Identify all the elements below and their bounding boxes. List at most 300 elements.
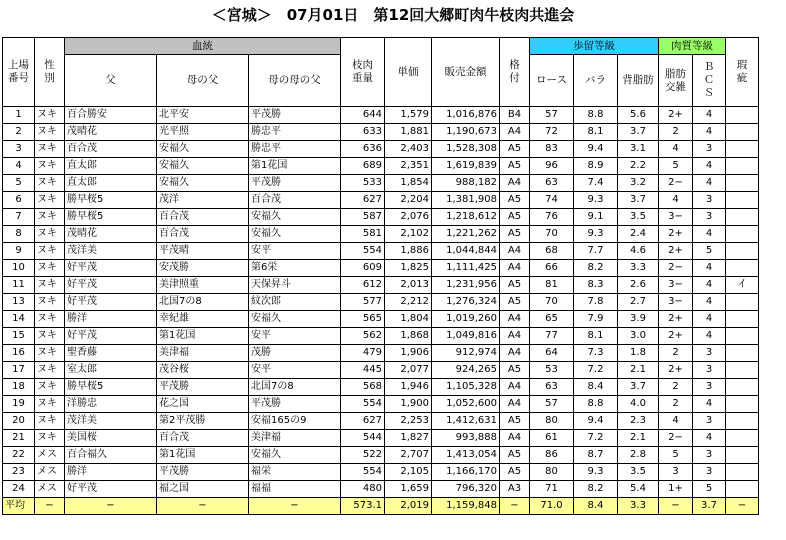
cell-sex: ヌキ bbox=[35, 107, 65, 124]
cell-sex: ヌキ bbox=[35, 345, 65, 362]
cell-sex: ヌキ bbox=[35, 192, 65, 209]
cell-marbling: 2+ bbox=[659, 311, 693, 328]
header-dam-dam-sire: 母の母の父 bbox=[249, 55, 341, 107]
cell-rib: 8.4 bbox=[574, 379, 618, 396]
header-marbling: 脂肪 交雑 bbox=[659, 55, 693, 107]
cell-sire: 百合福久 bbox=[65, 447, 157, 464]
cell-weight: 627 bbox=[341, 413, 385, 430]
cell-dam-dam-sire: 第6栄 bbox=[249, 260, 341, 277]
cell-weight: 522 bbox=[341, 447, 385, 464]
cell-grade: A4 bbox=[500, 243, 530, 260]
cell-loin: 68 bbox=[530, 243, 574, 260]
cell-weight: 554 bbox=[341, 396, 385, 413]
cell-dam-sire: 美津照重 bbox=[157, 277, 249, 294]
cell-lot: 14 bbox=[3, 311, 35, 328]
cell-bcs: 4 bbox=[693, 328, 726, 345]
cell-fat: 4.0 bbox=[618, 396, 659, 413]
cell-loin: 96 bbox=[530, 158, 574, 175]
cell-sex: ヌキ bbox=[35, 294, 65, 311]
cell-bcs: 5 bbox=[693, 243, 726, 260]
cell-marbling: 2+ bbox=[659, 243, 693, 260]
cell-dam-dam-sire: 安福久 bbox=[249, 311, 341, 328]
cell-bcs: 4 bbox=[693, 294, 726, 311]
cell-lot: 21 bbox=[3, 430, 35, 447]
average-dam-sire: − bbox=[157, 498, 249, 515]
cell-dam-dam-sire: 安福久 bbox=[249, 209, 341, 226]
cell-dam-dam-sire: 安平 bbox=[249, 362, 341, 379]
cell-lot: 24 bbox=[3, 481, 35, 498]
cell-dam-dam-sire: 平茂勝 bbox=[249, 175, 341, 192]
page-title: ＜宮城＞ 07月01日 第12回大郷町肉牛枝肉共進会 bbox=[211, 6, 575, 24]
cell-lot: 23 bbox=[3, 464, 35, 481]
cell-bcs: 4 bbox=[693, 124, 726, 141]
header-loin: ロース bbox=[530, 55, 574, 107]
cell-sire: 勝早桜5 bbox=[65, 379, 157, 396]
cell-marbling: 2 bbox=[659, 379, 693, 396]
cell-dam-dam-sire: 安福165の9 bbox=[249, 413, 341, 430]
cell-loin: 81 bbox=[530, 277, 574, 294]
cell-weight: 479 bbox=[341, 345, 385, 362]
cell-unit-price: 1,946 bbox=[385, 379, 432, 396]
cell-marbling: 2− bbox=[659, 175, 693, 192]
table-row bbox=[3, 362, 759, 379]
cell-sire: 直太郎 bbox=[65, 158, 157, 175]
cell-marbling: 4 bbox=[659, 141, 693, 158]
average-rib: 8.4 bbox=[574, 498, 618, 515]
cell-sire: 好平茂 bbox=[65, 294, 157, 311]
cell-fat: 2.7 bbox=[618, 294, 659, 311]
cell-dam-sire: 第1花国 bbox=[157, 328, 249, 345]
cell-unit-price: 2,204 bbox=[385, 192, 432, 209]
cell-rib: 9.4 bbox=[574, 141, 618, 158]
table-row bbox=[3, 243, 759, 260]
table-row bbox=[3, 124, 759, 141]
cell-defect bbox=[726, 328, 759, 345]
cell-dam-sire: 平茂勝 bbox=[157, 379, 249, 396]
cell-defect bbox=[726, 107, 759, 124]
cell-bcs: 5 bbox=[693, 481, 726, 498]
cell-sales: 796,320 bbox=[432, 481, 500, 498]
cell-sex: ヌキ bbox=[35, 243, 65, 260]
cell-weight: 612 bbox=[341, 277, 385, 294]
cell-defect bbox=[726, 379, 759, 396]
cell-bcs: 3 bbox=[693, 209, 726, 226]
cell-weight: 562 bbox=[341, 328, 385, 345]
cell-weight: 533 bbox=[341, 175, 385, 192]
cell-weight: 627 bbox=[341, 192, 385, 209]
cell-fat: 2.1 bbox=[618, 362, 659, 379]
cell-unit-price: 1,827 bbox=[385, 430, 432, 447]
cell-dam-dam-sire: 紋次郎 bbox=[249, 294, 341, 311]
cell-sex: ヌキ bbox=[35, 413, 65, 430]
cell-sire: 勝洋 bbox=[65, 464, 157, 481]
cell-marbling: 3− bbox=[659, 294, 693, 311]
cell-weight: 480 bbox=[341, 481, 385, 498]
cell-fat: 3.7 bbox=[618, 124, 659, 141]
cell-dam-sire: 安福久 bbox=[157, 175, 249, 192]
cell-sales: 1,221,262 bbox=[432, 226, 500, 243]
cell-sales: 1,218,612 bbox=[432, 209, 500, 226]
table-row bbox=[3, 158, 759, 175]
cell-fat: 4.6 bbox=[618, 243, 659, 260]
cell-defect bbox=[726, 243, 759, 260]
cell-marbling: 2 bbox=[659, 396, 693, 413]
table-row bbox=[3, 345, 759, 362]
cell-dam-dam-sire: 平茂勝 bbox=[249, 396, 341, 413]
cell-marbling: 1+ bbox=[659, 481, 693, 498]
table-row bbox=[3, 311, 759, 328]
cell-lot: 13 bbox=[3, 294, 35, 311]
cell-sire: 茂洋美 bbox=[65, 413, 157, 430]
cell-lot: 2 bbox=[3, 124, 35, 141]
cell-fat: 3.9 bbox=[618, 311, 659, 328]
cell-dam-sire: 美津福 bbox=[157, 345, 249, 362]
cell-fat: 3.7 bbox=[618, 379, 659, 396]
cell-weight: 568 bbox=[341, 379, 385, 396]
cell-sales: 1,190,673 bbox=[432, 124, 500, 141]
cell-sex: ヌキ bbox=[35, 328, 65, 345]
cell-dam-dam-sire: 天保昇斗 bbox=[249, 277, 341, 294]
cell-lot: 15 bbox=[3, 328, 35, 345]
cell-fat: 3.2 bbox=[618, 175, 659, 192]
cell-bcs: 3 bbox=[693, 192, 726, 209]
cell-lot: 1 bbox=[3, 107, 35, 124]
cell-unit-price: 1,854 bbox=[385, 175, 432, 192]
cell-loin: 77 bbox=[530, 328, 574, 345]
cell-sire: 百合勝安 bbox=[65, 107, 157, 124]
cell-sire: 洋勝忠 bbox=[65, 396, 157, 413]
cell-defect bbox=[726, 192, 759, 209]
cell-rib: 7.8 bbox=[574, 294, 618, 311]
header-sex: 性 別 bbox=[35, 38, 65, 107]
cell-grade: A4 bbox=[500, 430, 530, 447]
cell-weight: 644 bbox=[341, 107, 385, 124]
cell-sales: 1,276,324 bbox=[432, 294, 500, 311]
cell-lot: 3 bbox=[3, 141, 35, 158]
cell-rib: 8.2 bbox=[574, 260, 618, 277]
cell-unit-price: 2,102 bbox=[385, 226, 432, 243]
cell-dam-dam-sire: 平茂勝 bbox=[249, 107, 341, 124]
cell-dam-sire: 茂谷桜 bbox=[157, 362, 249, 379]
cell-bcs: 4 bbox=[693, 226, 726, 243]
cell-weight: 565 bbox=[341, 311, 385, 328]
cell-bcs: 3 bbox=[693, 447, 726, 464]
cell-sex: ヌキ bbox=[35, 379, 65, 396]
cell-sales: 1,105,328 bbox=[432, 379, 500, 396]
cell-dam-dam-sire: 北国7の8 bbox=[249, 379, 341, 396]
cell-sire: 好平茂 bbox=[65, 260, 157, 277]
cell-grade: A5 bbox=[500, 158, 530, 175]
cell-rib: 8.8 bbox=[574, 107, 618, 124]
cell-grade: A5 bbox=[500, 192, 530, 209]
cell-sales: 1,619,839 bbox=[432, 158, 500, 175]
cell-weight: 544 bbox=[341, 430, 385, 447]
cell-sex: ヌキ bbox=[35, 158, 65, 175]
cell-fat: 2.1 bbox=[618, 430, 659, 447]
cell-grade: A4 bbox=[500, 311, 530, 328]
cell-rib: 7.9 bbox=[574, 311, 618, 328]
cell-sales: 924,265 bbox=[432, 362, 500, 379]
cell-loin: 70 bbox=[530, 294, 574, 311]
cell-loin: 66 bbox=[530, 260, 574, 277]
cell-dam-sire: 安福久 bbox=[157, 158, 249, 175]
cell-grade: A5 bbox=[500, 413, 530, 430]
cell-bcs: 4 bbox=[693, 260, 726, 277]
cell-dam-sire: 第1花国 bbox=[157, 447, 249, 464]
table-row bbox=[3, 481, 759, 498]
table-row bbox=[3, 209, 759, 226]
cell-unit-price: 2,076 bbox=[385, 209, 432, 226]
cell-rib: 7.3 bbox=[574, 345, 618, 362]
cell-dam-sire: 花之国 bbox=[157, 396, 249, 413]
header-lineage: 血統 bbox=[65, 38, 341, 55]
cell-dam-dam-sire: 茂勝 bbox=[249, 345, 341, 362]
cell-loin: 80 bbox=[530, 413, 574, 430]
cell-sex: メス bbox=[35, 464, 65, 481]
cell-marbling: 3− bbox=[659, 209, 693, 226]
cell-sire: 室太郎 bbox=[65, 362, 157, 379]
cell-grade: A5 bbox=[500, 294, 530, 311]
cell-rib: 9.1 bbox=[574, 209, 618, 226]
cell-rib: 8.1 bbox=[574, 328, 618, 345]
cell-dam-sire: 平茂晴 bbox=[157, 243, 249, 260]
cell-dam-sire: 幸紀雄 bbox=[157, 311, 249, 328]
cell-rib: 7.2 bbox=[574, 430, 618, 447]
cell-lot: 4 bbox=[3, 158, 35, 175]
cell-fat: 3.5 bbox=[618, 464, 659, 481]
cell-defect bbox=[726, 175, 759, 192]
cell-grade: A5 bbox=[500, 464, 530, 481]
cell-rib: 7.4 bbox=[574, 175, 618, 192]
cell-defect bbox=[726, 362, 759, 379]
cell-sex: ヌキ bbox=[35, 311, 65, 328]
cell-fat: 1.8 bbox=[618, 345, 659, 362]
table-row bbox=[3, 464, 759, 481]
cell-dam-dam-sire: 福栄 bbox=[249, 464, 341, 481]
header-quality-grade: 肉質等級 bbox=[659, 38, 726, 55]
cell-unit-price: 1,886 bbox=[385, 243, 432, 260]
cell-unit-price: 2,253 bbox=[385, 413, 432, 430]
header-yield-grade: 歩留等級 bbox=[530, 38, 659, 55]
cell-marbling: 2+ bbox=[659, 362, 693, 379]
cell-grade: A5 bbox=[500, 362, 530, 379]
cell-sex: ヌキ bbox=[35, 396, 65, 413]
cell-sales: 1,381,908 bbox=[432, 192, 500, 209]
cell-bcs: 3 bbox=[693, 379, 726, 396]
cell-lot: 16 bbox=[3, 345, 35, 362]
table-row bbox=[3, 396, 759, 413]
cell-lot: 20 bbox=[3, 413, 35, 430]
cell-weight: 689 bbox=[341, 158, 385, 175]
cell-defect: イ bbox=[726, 277, 759, 294]
cell-loin: 74 bbox=[530, 192, 574, 209]
table-row bbox=[3, 379, 759, 396]
table-row bbox=[3, 260, 759, 277]
cell-dam-sire: 百合茂 bbox=[157, 209, 249, 226]
cell-sex: ヌキ bbox=[35, 175, 65, 192]
cell-grade: A5 bbox=[500, 209, 530, 226]
table-row bbox=[3, 413, 759, 430]
cell-loin: 57 bbox=[530, 107, 574, 124]
header-dam-sire: 母の父 bbox=[157, 55, 249, 107]
cell-defect bbox=[726, 226, 759, 243]
cell-dam-sire: 北国7の8 bbox=[157, 294, 249, 311]
average-unit-price: 2,019 bbox=[385, 498, 432, 515]
cell-unit-price: 1,804 bbox=[385, 311, 432, 328]
table-row bbox=[3, 175, 759, 192]
cell-lot: 19 bbox=[3, 396, 35, 413]
cell-bcs: 3 bbox=[693, 464, 726, 481]
header-lot: 上場 番号 bbox=[3, 38, 35, 107]
cell-unit-price: 1,906 bbox=[385, 345, 432, 362]
cell-rib: 8.8 bbox=[574, 396, 618, 413]
cell-defect bbox=[726, 413, 759, 430]
cell-sales: 1,044,844 bbox=[432, 243, 500, 260]
average-weight: 573.1 bbox=[341, 498, 385, 515]
cell-sales: 1,413,054 bbox=[432, 447, 500, 464]
cell-fat: 3.7 bbox=[618, 192, 659, 209]
cell-fat: 3.1 bbox=[618, 141, 659, 158]
table-row bbox=[3, 328, 759, 345]
cell-rib: 9.3 bbox=[574, 192, 618, 209]
cell-sales: 1,019,260 bbox=[432, 311, 500, 328]
cell-sales: 1,166,170 bbox=[432, 464, 500, 481]
header-bcs: Ｂ Ｃ Ｓ bbox=[693, 55, 726, 107]
cell-lot: 18 bbox=[3, 379, 35, 396]
cell-dam-sire: 百合茂 bbox=[157, 226, 249, 243]
table-row bbox=[3, 226, 759, 243]
cell-sire: 茂晴花 bbox=[65, 226, 157, 243]
cell-dam-dam-sire: 第1花国 bbox=[249, 158, 341, 175]
results-table bbox=[2, 37, 759, 515]
cell-loin: 64 bbox=[530, 345, 574, 362]
cell-rib: 8.3 bbox=[574, 277, 618, 294]
cell-sales: 1,052,600 bbox=[432, 396, 500, 413]
cell-sex: ヌキ bbox=[35, 277, 65, 294]
cell-rib: 7.2 bbox=[574, 362, 618, 379]
cell-bcs: 4 bbox=[693, 430, 726, 447]
cell-sire: 直太郎 bbox=[65, 175, 157, 192]
cell-weight: 554 bbox=[341, 243, 385, 260]
average-defect: − bbox=[726, 498, 759, 515]
cell-grade: A4 bbox=[500, 396, 530, 413]
average-row bbox=[3, 498, 759, 515]
header-sales: 販売金額 bbox=[432, 38, 500, 107]
cell-sex: ヌキ bbox=[35, 430, 65, 447]
cell-rib: 7.7 bbox=[574, 243, 618, 260]
cell-unit-price: 1,900 bbox=[385, 396, 432, 413]
average-dam-dam-sire: − bbox=[249, 498, 341, 515]
cell-sex: ヌキ bbox=[35, 260, 65, 277]
cell-grade: A4 bbox=[500, 124, 530, 141]
cell-loin: 83 bbox=[530, 141, 574, 158]
cell-loin: 80 bbox=[530, 464, 574, 481]
cell-lot: 7 bbox=[3, 209, 35, 226]
cell-sire: 好平茂 bbox=[65, 481, 157, 498]
cell-marbling: 3− bbox=[659, 277, 693, 294]
cell-dam-sire: 茂洋 bbox=[157, 192, 249, 209]
cell-loin: 70 bbox=[530, 226, 574, 243]
cell-grade: A3 bbox=[500, 481, 530, 498]
cell-sire: 茂晴花 bbox=[65, 124, 157, 141]
cell-marbling: 5 bbox=[659, 158, 693, 175]
cell-lot: 5 bbox=[3, 175, 35, 192]
cell-sire: 茂洋美 bbox=[65, 243, 157, 260]
cell-rib: 9.3 bbox=[574, 226, 618, 243]
cell-weight: 587 bbox=[341, 209, 385, 226]
cell-loin: 76 bbox=[530, 209, 574, 226]
cell-weight: 609 bbox=[341, 260, 385, 277]
header-defect: 瑕 疵 bbox=[726, 38, 759, 107]
cell-loin: 61 bbox=[530, 430, 574, 447]
cell-unit-price: 1,868 bbox=[385, 328, 432, 345]
cell-dam-dam-sire: 安平 bbox=[249, 243, 341, 260]
cell-fat: 5.6 bbox=[618, 107, 659, 124]
average-sales: 1,159,848 bbox=[432, 498, 500, 515]
cell-fat: 3.0 bbox=[618, 328, 659, 345]
cell-bcs: 3 bbox=[693, 345, 726, 362]
cell-dam-sire: 百合茂 bbox=[157, 430, 249, 447]
cell-unit-price: 1,881 bbox=[385, 124, 432, 141]
average-marbling: − bbox=[659, 498, 693, 515]
cell-unit-price: 2,351 bbox=[385, 158, 432, 175]
cell-unit-price: 1,579 bbox=[385, 107, 432, 124]
cell-fat: 2.3 bbox=[618, 413, 659, 430]
cell-defect bbox=[726, 481, 759, 498]
cell-fat: 3.3 bbox=[618, 260, 659, 277]
cell-sire: 勝早桜5 bbox=[65, 192, 157, 209]
cell-sire: 百合茂 bbox=[65, 141, 157, 158]
cell-bcs: 3 bbox=[693, 141, 726, 158]
cell-sex: ヌキ bbox=[35, 141, 65, 158]
table-row bbox=[3, 192, 759, 209]
cell-fat: 2.6 bbox=[618, 277, 659, 294]
cell-dam-dam-sire: 百合茂 bbox=[249, 192, 341, 209]
cell-weight: 554 bbox=[341, 464, 385, 481]
cell-dam-dam-sire: 勝忠平 bbox=[249, 124, 341, 141]
table-row bbox=[3, 107, 759, 124]
cell-sex: ヌキ bbox=[35, 124, 65, 141]
cell-rib: 8.7 bbox=[574, 447, 618, 464]
cell-lot: 17 bbox=[3, 362, 35, 379]
cell-lot: 11 bbox=[3, 277, 35, 294]
cell-defect bbox=[726, 345, 759, 362]
cell-grade: A4 bbox=[500, 260, 530, 277]
cell-lot: 6 bbox=[3, 192, 35, 209]
cell-loin: 72 bbox=[530, 124, 574, 141]
header-weight: 枝肉 重量 bbox=[341, 38, 385, 107]
cell-dam-sire: 光平照 bbox=[157, 124, 249, 141]
cell-fat: 2.8 bbox=[618, 447, 659, 464]
header-grade: 格 付 bbox=[500, 38, 530, 107]
cell-lot: 8 bbox=[3, 226, 35, 243]
cell-grade: A4 bbox=[500, 379, 530, 396]
cell-lot: 22 bbox=[3, 447, 35, 464]
cell-marbling: 2− bbox=[659, 430, 693, 447]
average-bcs: 3.7 bbox=[693, 498, 726, 515]
cell-bcs: 4 bbox=[693, 311, 726, 328]
cell-weight: 445 bbox=[341, 362, 385, 379]
cell-sales: 1,412,631 bbox=[432, 413, 500, 430]
cell-bcs: 4 bbox=[693, 107, 726, 124]
cell-lot: 10 bbox=[3, 260, 35, 277]
cell-grade: B4 bbox=[500, 107, 530, 124]
cell-loin: 63 bbox=[530, 175, 574, 192]
cell-defect bbox=[726, 430, 759, 447]
cell-dam-dam-sire: 安福久 bbox=[249, 447, 341, 464]
cell-sales: 1,049,816 bbox=[432, 328, 500, 345]
cell-bcs: 4 bbox=[693, 175, 726, 192]
